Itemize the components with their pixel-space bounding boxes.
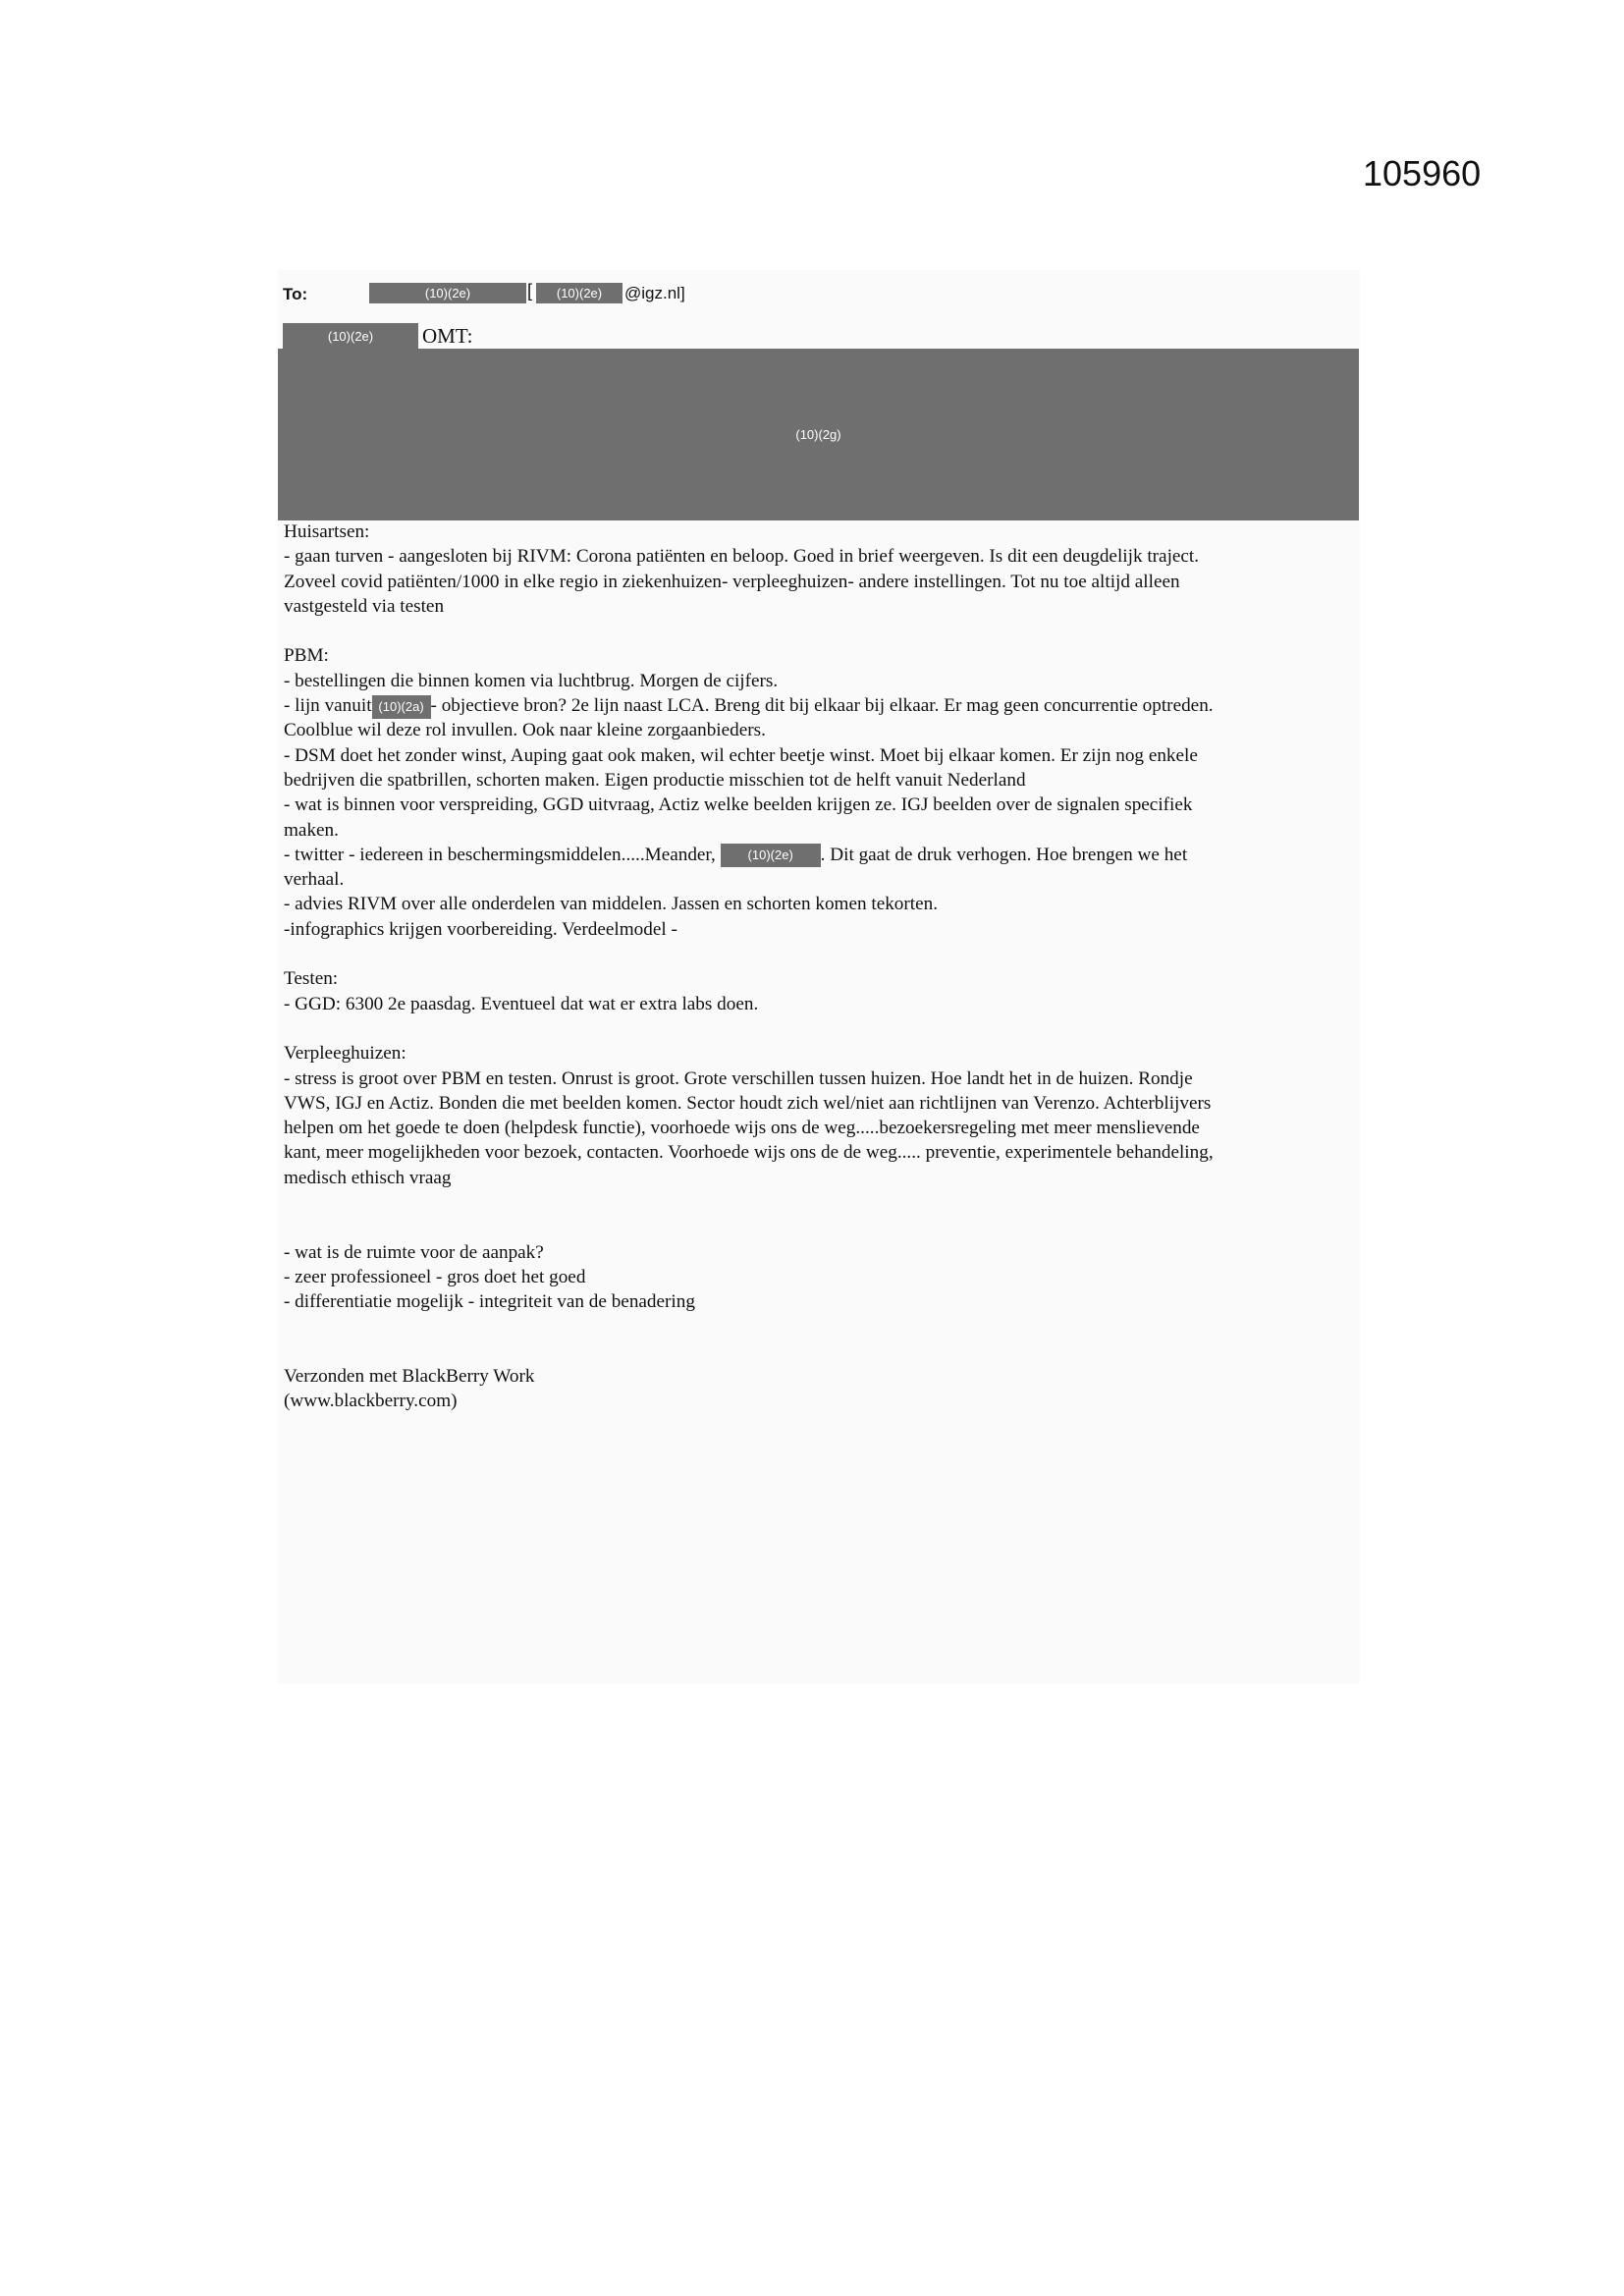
redaction-inline: (10)(2e) xyxy=(721,844,821,867)
body-line: - wat is de ruimte voor de aanpak? xyxy=(284,1241,544,1263)
body-line: helpen om het goede te doen (helpdesk functie), voorhoede wijs ons de weg.....bezoekersregeling met meer menslievende xyxy=(284,1118,1200,1139)
body-line: verhaal. xyxy=(284,869,345,891)
section-heading-huisartsen: Huisartsen: xyxy=(284,521,370,542)
body-text: . Dit gaat de druk verhogen. Hoe brengen we het xyxy=(820,844,1188,865)
body-line: - wat is binnen voor verspreiding, GGD uitvraag, Actiz welke beelden krijgen ze. IGJ beelden over de signalen specifiek xyxy=(284,794,1193,816)
body-line: - stress is groot over PBM en testen. Onrust is groot. Grote verschillen tussen huizen. Hoe landt het in de huizen. Rondje xyxy=(284,1067,1193,1089)
email-domain: @igz.nl] xyxy=(624,284,685,302)
redaction-recipient-name: (10)(2e) xyxy=(369,283,526,303)
redaction-block: (10)(2g) xyxy=(278,349,1359,520)
body-line: - DSM doet het zonder winst, Auping gaat ook maken, wil echter beetje winst. Moet bij elkaar komen. Er zijn nog enkele xyxy=(284,744,1198,766)
redaction-inline: (10)(2a) xyxy=(372,695,431,719)
signature-line: Verzonden met BlackBerry Work xyxy=(284,1366,535,1388)
section-heading-pbm: PBM: xyxy=(284,645,329,667)
body-line: kant, meer mogelijkheden voor bezoek, contacten. Voorhoede wijs ons de de weg..... preventie, experimentele behandeling, xyxy=(284,1142,1214,1164)
redaction-sender: (10)(2e) xyxy=(283,323,418,350)
section-heading-verpleeghuizen: Verpleeghuizen: xyxy=(284,1043,406,1065)
body-line: vastgesteld via testen xyxy=(284,595,445,617)
body-line: medisch ethisch vraag xyxy=(284,1167,452,1188)
body-line: - differentiatie mogelijk - integriteit van de benadering xyxy=(284,1291,695,1313)
document-number: 105960 xyxy=(1363,153,1482,193)
body-line xyxy=(284,693,1356,718)
body-line: -infographics krijgen voorbereiding. Verdeelmodel - xyxy=(284,918,677,940)
redaction-recipient-email: (10)(2e) xyxy=(536,283,623,303)
body-text: - objectieve bron? 2e lijn naast LCA. Breng dit bij elkaar bij elkaar. Er mag geen concurrentie optreden. xyxy=(430,695,1214,717)
body-text: - lijn vanuit xyxy=(284,695,372,717)
open-bracket: [ xyxy=(527,281,533,301)
to-label: To: xyxy=(283,285,308,303)
body-line: VWS, IGJ en Actiz. Bonden die met beelden komen. Sector houdt zich wel/niet aan richtlijnen van Verenzo. Achterblijvers xyxy=(284,1092,1212,1114)
body-text: - twitter - iedereen in beschermingsmiddelen.....Meander, xyxy=(284,844,716,865)
body-line: maken. xyxy=(284,819,339,841)
body-line: Zoveel covid patiënten/1000 in elke regio in ziekenhuizen- verpleeghuizen- andere instellingen. Tot nu toe altijd alleen xyxy=(284,571,1180,592)
body-line: - bestellingen die binnen komen via luchtbrug. Morgen de cijfers. xyxy=(284,670,779,691)
body-line: - advies RIVM over alle onderdelen van middelen. Jassen en schorten komen tekorten. xyxy=(284,894,939,915)
body-line: Coolblue wil deze rol invullen. Ook naar kleine zorgaanbieders. xyxy=(284,720,766,741)
subject-omt: OMT: xyxy=(422,324,473,348)
body-line: bedrijven die spatbrillen, schorten maken. Eigen productie misschien tot de helft vanuit Nederland xyxy=(284,769,1026,791)
body-line: - zeer professioneel - gros doet het goed xyxy=(284,1266,586,1287)
signature-link: (www.blackberry.com) xyxy=(284,1391,458,1412)
body-line xyxy=(284,843,1356,867)
body-line: - GGD: 6300 2e paasdag. Eventueel dat wat er extra labs doen. xyxy=(284,993,759,1014)
section-heading-testen: Testen: xyxy=(284,968,339,990)
body-line: - gaan turven - aangesloten bij RIVM: Corona patiënten en beloop. Goed in brief weergeven. Is dit een deugdelijk traject. xyxy=(284,546,1200,568)
email-body xyxy=(284,519,1356,1414)
